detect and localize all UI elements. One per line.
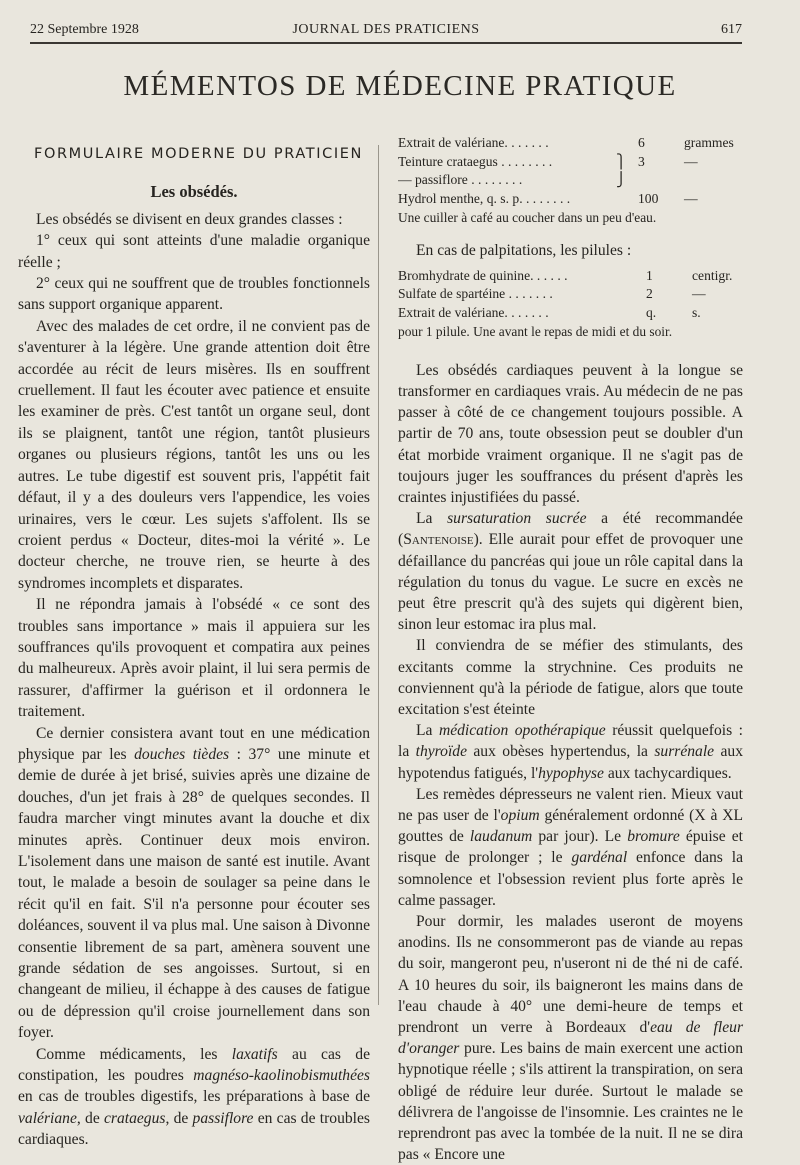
emphasis: hypophyse [538, 764, 604, 782]
ingredient: Extrait de valériane. . . . . . . [398, 135, 549, 150]
paragraph [398, 508, 743, 635]
text-run: épuise et risque de prolonger ; le [398, 828, 743, 867]
emphasis: passiflore [192, 1109, 254, 1127]
emphasis: laudanum [469, 828, 533, 846]
paragraph: En cas de palpitations, les pilules : [416, 241, 632, 259]
emphasis: douches tièdes [134, 745, 230, 763]
prescription-row [398, 267, 743, 286]
unit: s. [692, 304, 701, 320]
text-run: Pour dormir, les malades useront de moyens anodins. Ils ne consommeront pas de viande au repas du soir, mangeront peu, n'useront ni de thé ni de café. A 10 heures du soir, ils baigneront les mains dans de l'eau chaude à 40° une demi-heure de temps et prendront un verre à Bordeaux d' [398, 912, 743, 1036]
ingredient: Bromhydrate de quinine. . . . . . [398, 267, 568, 283]
unit: — [684, 190, 698, 206]
ingredient: Sulfate de spartéine . . . . . . . [398, 286, 553, 302]
prescription-row [398, 134, 743, 153]
brace [616, 134, 638, 153]
ingredient: Extrait de valériane. . . . . . . [398, 304, 549, 320]
emphasis: gardénal [571, 849, 628, 867]
text-run: Comme médicaments, les [36, 1045, 232, 1063]
brace [616, 190, 638, 209]
emphasis: crataegus [103, 1109, 166, 1127]
ingredient: Teinture crataegus . . . . . . . . [398, 153, 553, 169]
emphasis: thyroïde [415, 743, 468, 761]
quantity: q. [646, 304, 657, 320]
text-run: en cas de troubles cardiaques. [18, 1109, 370, 1149]
emphasis: valériane [18, 1109, 77, 1127]
quantity: 1 [646, 267, 653, 283]
text-run: : 37° une minute et demie de durée à jet brisé, suivies après une dizaine de douches, d'un jet frais à 28° de quelques secondes. Il faudra marcher vingt minutes avant la douche et dix minutes après. Continuer deux mois environ. L'isolement dans une maison de santé est inutile. Avant tout, le malade a besoin de soulager sa peine dans le récit qu'il en fait. S'il n'a personne pour écouter ses doléances, souvent il va plus mal. Une saison à Divonne consentie librement de sa part, amènera souvent une grande sédation de ses angoisses. Surtout, si en changeant de milieu, il échappe à des causes de fatigue ou de dépression qu'il croise journellement dans son foyer. [18, 745, 370, 1042]
text-run: , de [76, 1109, 104, 1127]
text-run: au cas de constipation, les poudres [18, 1045, 370, 1085]
text-run: aux tachycardiques. [603, 764, 732, 782]
emphasis: surrénale [654, 743, 715, 761]
text-run: par jour). Le [532, 828, 628, 846]
emphasis: laxatifs [231, 1045, 278, 1063]
text-run: réussit quelquefois : la [398, 722, 743, 761]
quantity: 6 [638, 135, 645, 150]
paragraph: Les obsédés cardiaques peuvent à la longue se transformer en cardiaques vrais. Au médecin de ne pas passer à côté de ce changement toujours possible. A partir de 70 ans, toute obsession peut se doubler d'un état morbide vraiment organique. Il ne s'agit pas de toujours juger les souffrances du présent d'après les craintes injustifiées du passé. [398, 361, 743, 506]
prescription-note: pour 1 pilule. Une avant le repas de midi et du soir. [398, 324, 673, 340]
quantity: 2 [646, 286, 653, 302]
prescription-1 [398, 134, 743, 228]
formulaire-heading: FORMULAIRE MODERNE DU PRATICIEN [34, 146, 363, 162]
text-run: a été recommandée ( [398, 510, 743, 549]
quantity: 3 [638, 153, 645, 169]
page-number: 617 [721, 22, 742, 37]
ingredient: Hydrol menthe, q. s. p. . . . . . . . [398, 190, 571, 206]
page-title: MÉMENTOS DE MÉDECINE PRATIQUE [123, 70, 677, 102]
running-header [30, 20, 742, 44]
paragraph [398, 720, 743, 784]
emphasis: magnéso-kaolinobismuthées [193, 1067, 370, 1085]
paragraph: Les obsédés se divisent en deux grandes classes : [36, 210, 343, 228]
prescription-row [398, 304, 743, 323]
left-column [18, 140, 370, 1151]
paragraph: 1° ceux qui sont atteints d'une maladie organique réelle ; [18, 232, 370, 271]
paragraph [18, 723, 370, 1044]
text-run: aux hypotendus fatigués, l' [398, 743, 743, 782]
paragraph: Avec des malades de cet ordre, il ne convient pas de s'aventurer à la légère. Une grande attention doit être accordée au récit de leurs misères. Ils en souffrent cruellement. Il faut les écouter avec patience et ensuite les examiner de près. C'est tantôt un organe seul, dont ils se plaignent, tantôt une région, tantôt plusieurs organes ou plusieurs régions, tantôt les uns ou les autres. Le tube digestif est souvent pris, l'appétit fait défaut, il y a des douleurs vers l'appendice, les voies urinaires, vers le cœur. Les sujets s'affolent. Ils se croient perdus « Docteur, dites-moi la vérité ». Le docteur cherche, ne trouve rien, se heurte à des syndromes incomplets et disparates. [18, 317, 370, 592]
prescription-row [398, 190, 743, 209]
text-run: , de [165, 1109, 193, 1127]
unit: centigr. [692, 267, 733, 283]
unit: grammes [684, 135, 734, 150]
text-run: généralement ordonné (X à XL gouttes de [398, 806, 743, 846]
text-run: ). Elle aurait pour effet de provoquer une défaillance du pancréas qui joue un rôle capital dans la régulation du tonus du vague. Le sucre en excès ne peut être prescrit qu'à des sujets qui digèrent bien, sinon leur estomac ira plus mal. [398, 531, 743, 634]
header-date: 22 Septembre 1928 [30, 22, 139, 37]
paragraph: Il conviendra de se méfier des stimulants, des excitants comme la strychnine. Ces produits ne conviennent qu'à la période de fatigue, alors que toute excitation s'est éteinte [398, 637, 743, 718]
emphasis: opium [500, 806, 540, 824]
text-run: Les remèdes dépresseurs ne valent rien. Mieux vaut ne pas user de l' [398, 785, 743, 824]
prescription-row [398, 285, 743, 304]
text-run: aux obèses hypertendus, la [467, 743, 655, 761]
brace: ⎭ [616, 172, 627, 187]
quantity: 100 [638, 190, 659, 206]
author-name: Santenoise [403, 531, 474, 549]
header-journal: JOURNAL DES PRATICIENS [292, 22, 480, 37]
emphasis: eau de fleur d'oranger [398, 1019, 744, 1058]
brace: ⎫ [616, 153, 627, 169]
text-run: Ce dernier consistera avant tout en une médication physique par les [18, 724, 370, 763]
paragraph [398, 911, 743, 1165]
prescription-2 [398, 267, 743, 342]
paragraph: Il ne répondra jamais à l'obsédé « ce sont des troubles sans importance » mais il appuiera sur les souffrances qu'ils provoquent et compatira aux peines du malheureux. Après avoir plaint, il lui sera permis de rassurer, d'affirmer la guérison et il ordonnera le traitement. [18, 596, 370, 721]
unit: — [692, 286, 706, 302]
quantity [638, 171, 684, 190]
emphasis: bromure [627, 828, 680, 846]
column-divider [378, 145, 379, 1005]
text-run: pure. Les bains de main exercent une action hypnotique réelle ; s'ils attirent la transpiration, on sera obligé de réduire leur durée. Surtout le malade se délivrera de l'angoisse de l'insomnie. Les craintes ne le reprendront pas avec la tombée de la nuit. Il ne se dira pas « Encore une [398, 1040, 743, 1164]
text-run: enfonce dans la somnolence et l'obsession revient plus forte après le calme passager. [398, 849, 743, 909]
paragraph [18, 1044, 370, 1151]
prescription-row [398, 153, 743, 172]
prescription-note: Une cuiller à café au coucher dans un peu d'eau. [398, 210, 657, 225]
section-title: Les obsédés. [150, 182, 238, 202]
emphasis: sursaturation sucrée [447, 510, 587, 528]
unit: — [684, 153, 698, 169]
emphasis: médication opothérapique [438, 722, 606, 740]
ingredient: — passiflore . . . . . . . . [398, 172, 523, 187]
paragraph: 2° ceux qui ne souffrent que de troubles fonctionnels sans support organique apparent. [18, 275, 370, 314]
text-run: La [416, 722, 439, 740]
prescription-row [398, 171, 743, 190]
right-column [398, 134, 743, 1165]
text-run: La [416, 510, 448, 528]
paragraph [398, 784, 743, 911]
text-run: en cas de troubles digestifs, les préparations à base de [18, 1088, 370, 1106]
